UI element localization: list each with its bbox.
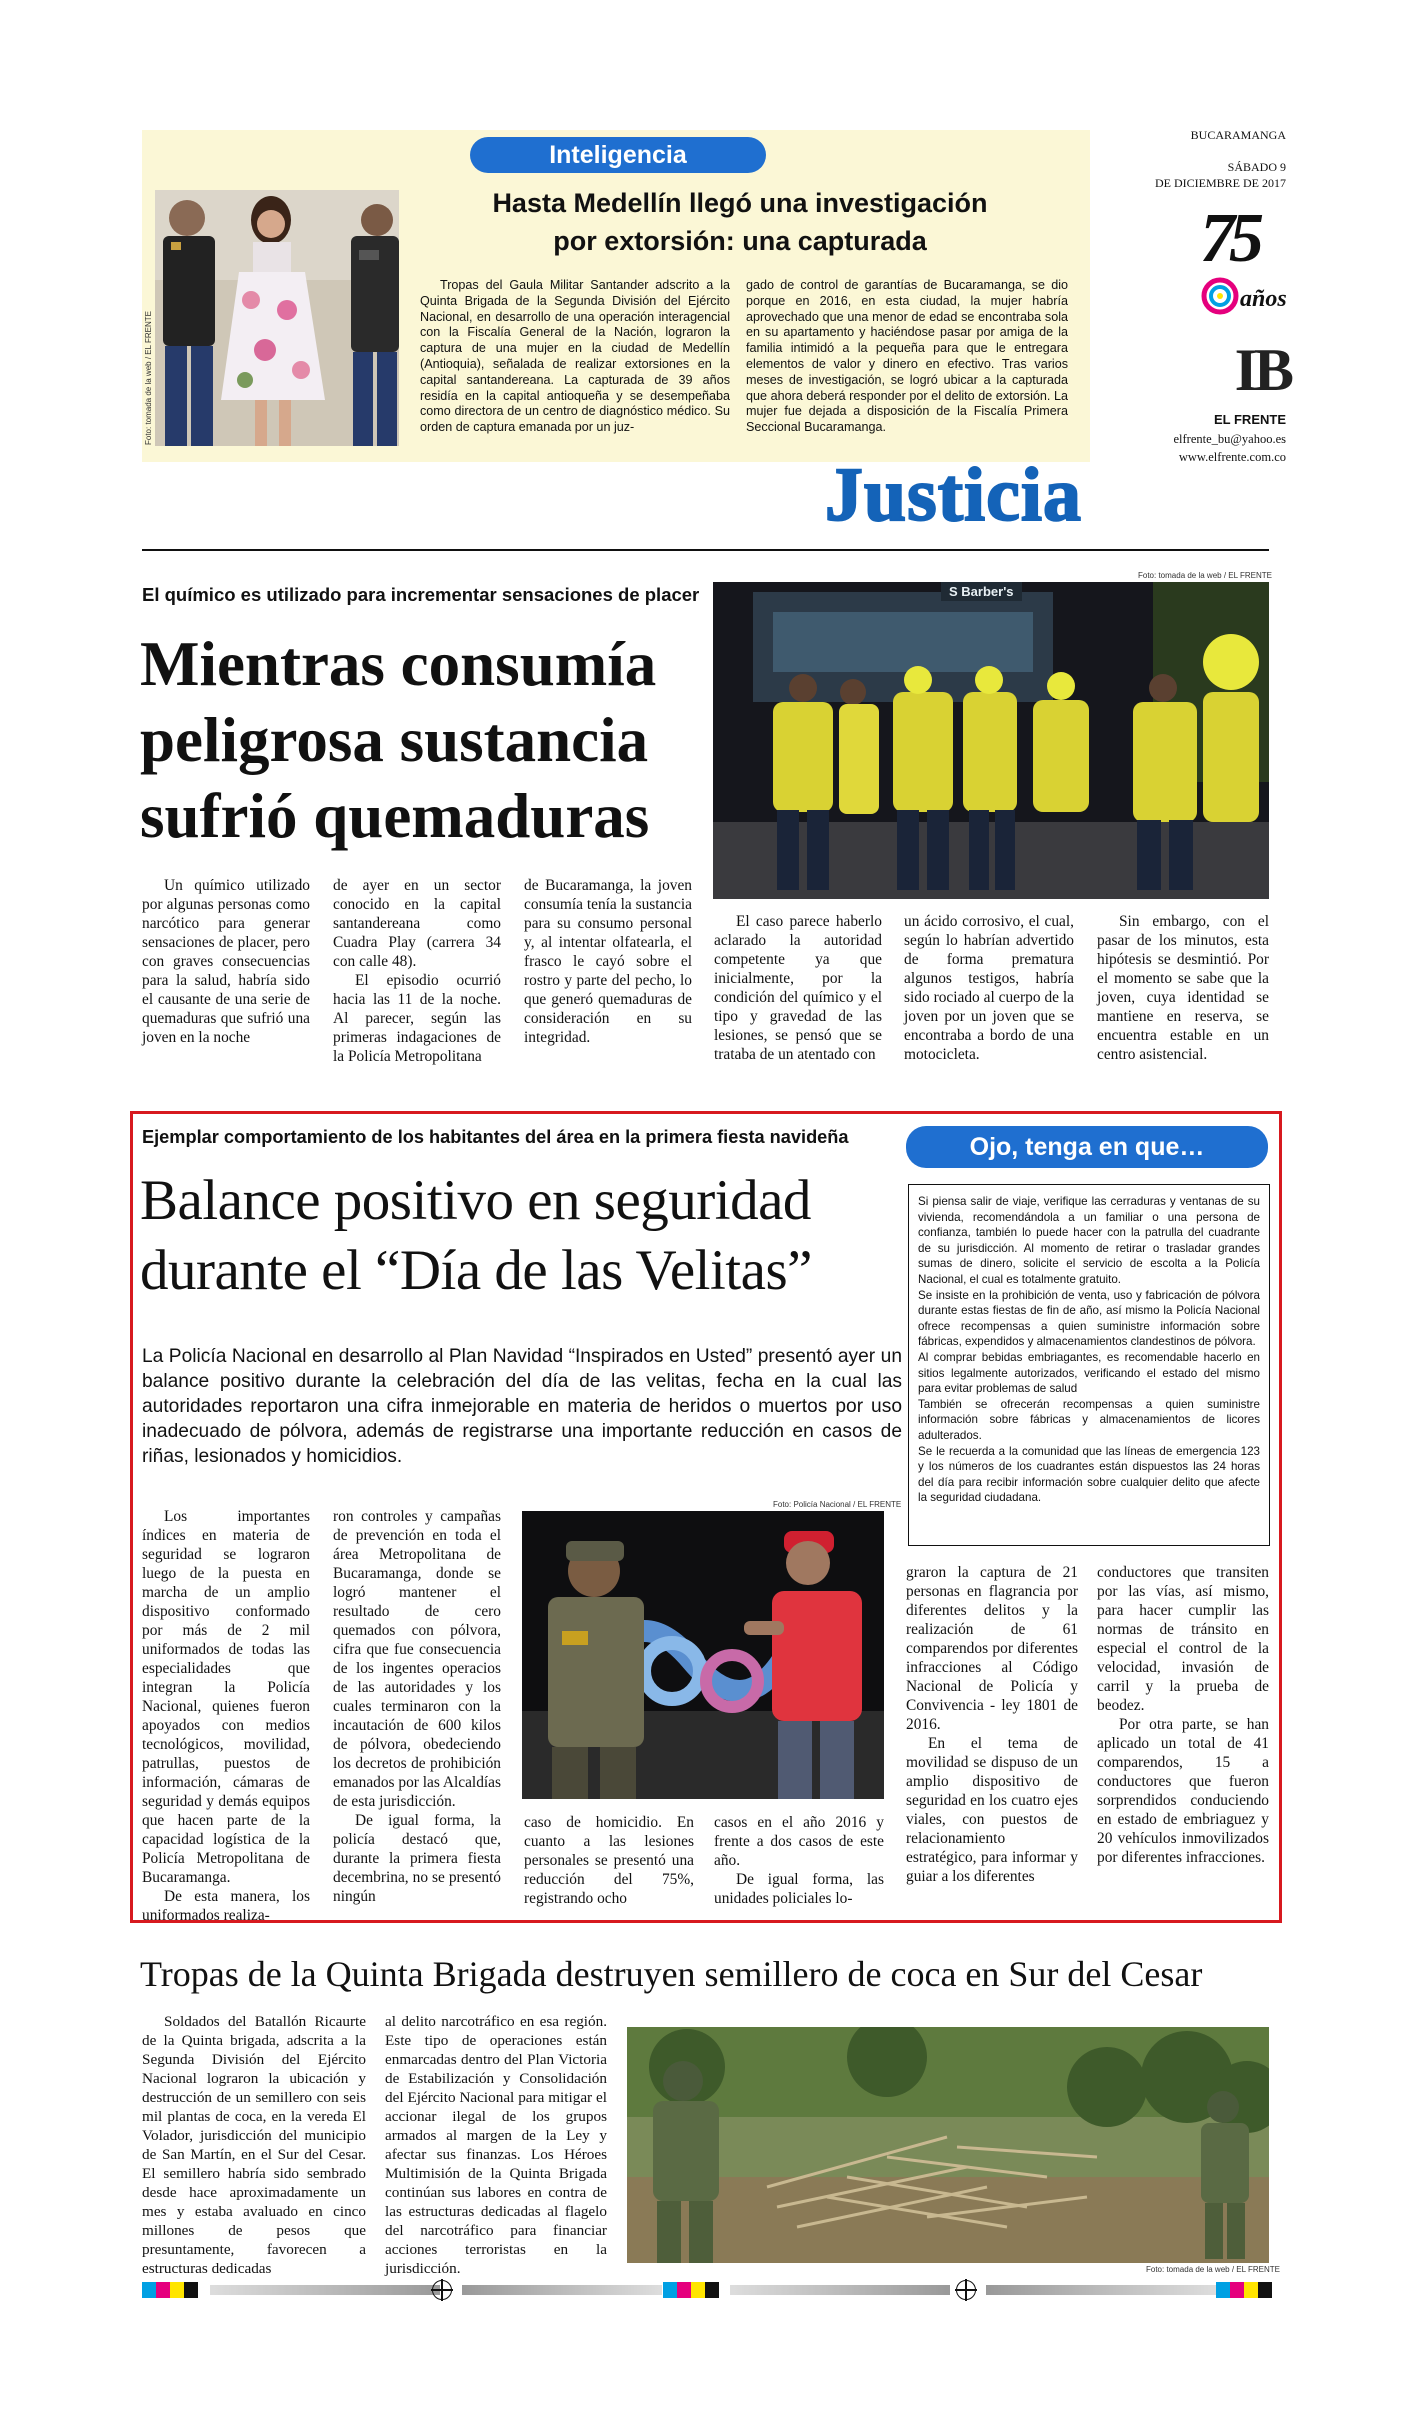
masthead-city: BUCARAMANGA	[1190, 128, 1286, 142]
story3-headline-line-2: durante el “Día de las Velitas”	[140, 1239, 812, 1302]
story3-col-1: Los importantes índices en materia de seguridad se lograron luego de la puesta en marcha de un amplio dispositivo conformado por más de 2 mil uniformados de todas las especialidades que integran la Policía Nacional, quienes fueron apoyados con medios tecnológicos, movilidad, patrullas, puestos de información, cámaras de seguridad y demás equipos que hacen parte de la capacidad logística de la Policía Metropolitana de Bucaramanga. De esta manera, los uniformados realiza-	[142, 1508, 310, 1924]
story2-col-3: de Bucaramanga, la joven consumía tenía la sustancia para su consumo personal y, al intentar olfatearla, el frasco le cayó sobre el rostro y parte del pecho, lo que generó quemaduras de consideración en su integridad.	[524, 877, 692, 1046]
story3-headline-line-1: Balance positivo en seguridad	[140, 1169, 811, 1232]
story2-photo-sign: S Barber's	[941, 582, 1022, 601]
police-night-scene	[713, 582, 1269, 899]
top-story-photo-credit: Foto: tomada de la web / EL FRENTE	[144, 311, 153, 445]
sidebar-title: Ojo, tenga en que…	[906, 1126, 1268, 1168]
top-story-headline-line-1: Hasta Medellín llegó una investigación	[492, 188, 988, 218]
color-bar-center	[663, 2282, 719, 2298]
gray-bar-left	[210, 2285, 440, 2295]
story2-headline-line-1: Mientras consumía	[140, 629, 657, 699]
sidebar-tip-1: Si piensa salir de viaje, verifique las cerraduras y ventanas de su vivienda, recomendándola a un familiar o una persona de confianza, también lo puede hacer con la patrulla del cuadrante de su jurisdicción. Al momento de retirar o trasladar grandes sumas de dinero, solicite el servicio de escolta a la Policía Nacional, el cual es totalmente gratuito.	[918, 1195, 1260, 1286]
sidebar-tip-4: También se ofrecerán recompensas a quien suministre información sobre fábricas y almacenamientos de licores adulterados.	[918, 1397, 1260, 1442]
color-bar-right	[1216, 2282, 1272, 2298]
story4-col-1: Soldados del Batallón Ricaurte de la Quinta brigada, adscrita a la Segunda División del Ejército Nacional lograron la ubicación y destrucción de un semillero con seis mil plantas de coca, en la vereda El Volador, jurisdicción del municipio de San Martín, en el Sur del Cesar. El semillero habría sido sembrado desde hace aproximadamente un mes y estaba avaluado en cinco millones de pesos que presuntamente, favorecen a estructuras dedicadas	[142, 2013, 366, 2277]
story3-photo	[522, 1511, 884, 1799]
story2-photo-credit: Foto: tomada de la web / EL FRENTE	[1138, 571, 1272, 580]
story2-col-4: El caso parece haberlo aclarado la autoridad competente ya que inicialmente, por la condición del químico y el tipo y gravedad de las lesiones, se pensó que se trataba de un atentado con	[714, 913, 882, 1063]
registration-mark-right	[956, 2280, 976, 2300]
section-title: Justicia	[824, 453, 1082, 537]
story2-photo	[713, 582, 1269, 899]
story2-col-1: Un químico utilizado por algunas personas como narcótico para generar sensaciones de placer, pero con graves consecuencias para la salud, habría sido el causante de una serie de quemaduras que sufrió una joven en la noche	[142, 877, 310, 1046]
sidebar-text	[918, 1194, 1260, 1506]
sidebar-tip-3: Al comprar bebidas embriagantes, es recomendable hacerlo en sitios legalmente autorizados, verificando el estado del mismo para evitar problemas de salud	[918, 1350, 1260, 1396]
anniversary-word: años	[1240, 286, 1287, 312]
story4-photo-credit: Foto: tomada de la web / EL FRENTE	[1146, 2265, 1280, 2274]
sidebar-tip-5: Se le recuerda a la comunidad que las líneas de emergencia 123 y los números de los cuadrantes están dispuestos las 24 horas del día para recibir información sobre cualquier delito que afecte la seguridad ciudadana.	[918, 1444, 1260, 1505]
section-rule	[142, 549, 1269, 551]
anniversary-number: 75	[1200, 200, 1258, 277]
police-pyrotechnics-scene	[522, 1511, 884, 1799]
top-story-col-1: Tropas del Gaula Militar Santander adscrito a la Quinta Brigada de la Segunda División del Ejército Nacional, en desarrollo de una operación interagencial con la Fiscalía General de la Nación, lograron la captura de una mujer en la ciudad de Medellín (Antioquia), señalada de realizar extorsiones en la capital santandereana. La capturada de 39 años residía en la capital antioqueña y se desempeñaba como directora de un centro de diagnóstico médico. Su orden de captura emanada por un juz-	[420, 278, 730, 435]
story3-lead: La Policía Nacional en desarrollo al Plan Navidad “Inspirados en Usted” presentó ayer un balance positivo durante la celebración del día de las velitas, fecha en la cual las autoridades reportaron una cifra inmejorable en materia de heridos o muertos por uso inadecuado de pólvora, además de registrarse una importante reducción en casos de riñas, lesionados y homicidios.	[142, 1346, 902, 1467]
masthead-day: SÁBADO 9	[1227, 160, 1286, 174]
story4-photo	[627, 2027, 1269, 2263]
story3-col-4: casos en el año 2016 y frente a dos casos de este año. De igual forma, las unidades policiales lo-	[714, 1814, 884, 1907]
story2-col-2: de ayer en un sector conocido en la capital santandereana como Cuadra Play (carrera 34 con calle 48). El episodio ocurrió hacia las 11 de la noche. Al parecer, según las primeras indagaciones de la Policía Metropolitana	[333, 877, 501, 1065]
story3-col-2: ron controles y campañas de prevención en toda el área Metropolitana de Bucaramanga, donde se logró mantener el resultado de cero quemados con pólvora, cifra que fue consecuencia de los ingentes operacios de las autoridades y los cuales terminaron con la incautación de 600 kilos de pólvora, obedeciendo los decretos de prohibición emanados por las Alcaldías de esta jurisdicción. De igual forma, la policía destacó que, durante la primera fiesta decembrina, no se presentó ningún	[333, 1508, 501, 1905]
story2-kicker: El químico es utilizado para incrementar sensaciones de placer	[142, 584, 700, 605]
top-story-photo	[155, 190, 399, 446]
story2-headline	[140, 626, 740, 854]
top-story-tag: Inteligencia	[470, 137, 766, 173]
arrest-scene-illustration	[155, 190, 399, 446]
masthead-paper-name: EL FRENTE	[1214, 412, 1286, 427]
masthead-date: DE DICIEMBRE DE 2017	[1155, 176, 1286, 190]
story3-col-3: caso de homicidio. En cuanto a las lesiones personales se presentó una reducción del 75%, registrando ocho	[524, 1814, 694, 1907]
story2-headline-line-3: sufrió quemaduras	[140, 781, 650, 851]
story4-headline: Tropas de la Quinta Brigada destruyen semillero de coca en Sur del Cesar	[140, 1954, 1203, 1994]
gray-bar-mid	[462, 2285, 662, 2295]
color-bar-left	[142, 2282, 198, 2298]
top-story-headline	[430, 184, 1050, 260]
story4-col-2: al delito narcotráfico en esa región. Este tipo de operaciones están enmarcadas dentro del Plan Victoria de Estabilización y Consolidación del Ejército Nacional para mitigar el accionar ilegal de los grupos armados al margen de la Ley y afectar sus finanzas. Los Héroes Multimisión de la Quinta Brigada continúan sus labores en contra de las estructuras dedicadas al flagelo del narcotráfico para financiar acciones terroristas en la jurisdicción.	[385, 2013, 607, 2277]
registration-mark-left	[432, 2280, 452, 2300]
masthead-website: www.elfrente.com.co	[1178, 450, 1286, 464]
story2-headline-line-2: peligrosa sustancia	[140, 705, 649, 775]
coca-field-soldiers-scene	[627, 2027, 1269, 2263]
gray-bar-center-right	[730, 2285, 950, 2295]
gray-bar-right	[986, 2285, 1216, 2295]
masthead-email: elfrente_bu@yahoo.es	[1173, 432, 1286, 446]
story3-kicker: Ejemplar comportamiento de los habitantes del área en la primera fiesta navideña	[142, 1127, 849, 1147]
sidebar-tip-2: Se insiste en la prohibición de venta, uso y fabricación de pólvora durante estas fiestas de fin de año, así mismo la Policía Nacional ofrece recompensas a quien suministre información sobre fábricas, expendidos y almacenamientos clandestinos de pólvora.	[918, 1288, 1260, 1349]
story3-headline	[140, 1166, 920, 1306]
story3-col-6: conductores que transiten por las vías, así mismo, para hacer cumplir las normas de tránsito en especial el control de la velocidad, invasión de carril y la prueba de beodez. Por otra parte, se han aplicado un total de 41 comparendos, 15 a conductores que fueron sorprendidos conduciendo en estado de embriaguez y 20 vehículos inmovilizados por diferentes infracciones.	[1097, 1564, 1269, 1866]
story3-photo-credit: Foto: Policía Nacional / EL FRENTE	[773, 1500, 902, 1509]
top-story-col-2: gado de control de garantías de Bucaramanga, se dio porque en 2016, en esta ciudad, la mujer habría aprovechado que una menor de edad se encontraba sola en su apartamento y haciéndose pasar por amiga de la familia intimidó a la pequeña para que le entregara elementos de valor y dinero en efectivo. Tras varios meses de investigación, se logró ubicar a la capturada que ahora deberá responder por el delito de extorsión. La mujer fue dejada a disposición de la Fiscalía Primera Seccional Bucaramanga.	[746, 278, 1068, 435]
el-frente-logo: IB	[1234, 337, 1290, 403]
story3-col-5: graron la captura de 21 personas en flagrancia por diferentes delitos y la realización de 61 comparendos por diferentes infracciones al Código Nacional de Policía y Convivencia - ley 1801 de 2016. En el tema de movilidad se dispuso de un amplio dispositivo de seguridad en los cuatro ejes viales, con puestos de relacionamiento estratégico, para informar y guiar a los diferentes	[906, 1564, 1078, 1885]
story2-col-6: Sin embargo, con el pasar de los minutos, esta hipótesis se desmintió. Por el momento se sabe que la joven, cuya identidad se mantiene en reserva, se encuentra estable en un centro asistencial.	[1097, 913, 1269, 1063]
top-story-headline-line-2: por extorsión: una capturada	[553, 226, 927, 256]
story2-col-5: un ácido corrosivo, el cual, según lo habrían advertido de forma prematura algunos testigos, habría sido rociado al cuerpo de la joven por un joven que se encontraba a bordo de una motocicleta.	[904, 913, 1074, 1063]
anniversary-logo	[1184, 200, 1294, 326]
